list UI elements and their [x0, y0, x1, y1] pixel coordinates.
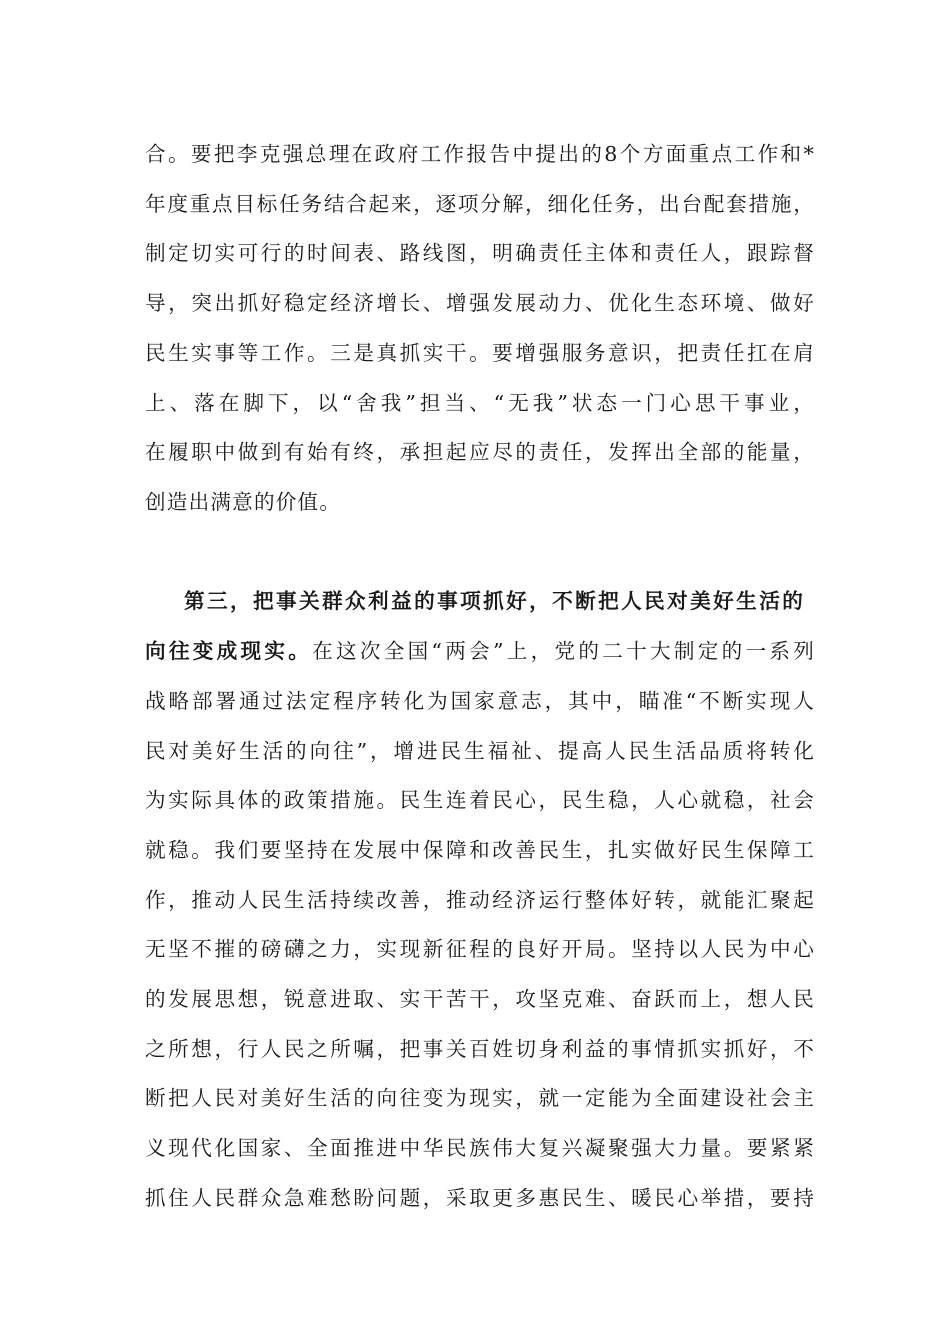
text-line: 义现代化国家、全面推进中华民族伟大复兴凝聚强大力量。要紧紧	[145, 1136, 815, 1160]
text-line: 上、落在脚下，以“舍我”担当、“无我”状态一门心思干事业，	[145, 391, 815, 415]
text-line: 民生实事等工作。三是真抓实干。要增强服务意识，把责任扛在肩	[145, 341, 815, 365]
text-line-mixed	[145, 638, 815, 664]
text-segment: 在这次全国“两会”上，党的二十大制定的一系列	[312, 639, 815, 663]
section-heading-end: 向往变成现实。	[145, 639, 313, 663]
text-line: 的发展思想，锐意进取、实干苦干，攻坚克难、奋跃而上，想人民	[145, 987, 815, 1011]
text-line: 抓住人民群众急难愁盼问题，采取更多惠民生、暖民心举措，要持	[145, 1186, 815, 1210]
text-line: 导，突出抓好稳定经济增长、增强发展动力、优化生态环境、做好	[145, 291, 815, 315]
text-line-last: 创造出满意的价值。	[145, 490, 342, 514]
text-line: 之所想，行人民之所嘱，把事关百姓切身利益的事情抓实抓好，不	[145, 1037, 815, 1061]
text-line: 民对美好生活的向往”，增进民生福祉、提高人民生活品质将转化	[145, 739, 815, 763]
text-line: 为实际具体的政策措施。民生连着民心，民生稳，人心就稳，社会	[145, 788, 815, 812]
text-line: 无坚不摧的磅礴之力，实现新征程的良好开局。坚持以人民为中心	[145, 937, 815, 961]
text-line: 制定切实可行的时间表、路线图，明确责任主体和责任人，跟踪督	[145, 241, 815, 265]
text-line: 战略部署通过法定程序转化为国家意志，其中，瞄准“不断实现人	[145, 689, 815, 713]
text-line: 在履职中做到有始有终，承担起应尽的责任，发挥出全部的能量，	[145, 440, 815, 464]
text-line: 合。要把李克强总理在政府工作报告中提出的8个方面重点工作和*	[145, 142, 815, 166]
text-line: 就稳。我们要坚持在发展中保障和改善民生，扎实做好民生保障工	[145, 838, 815, 862]
text-line: 年度重点目标任务结合起来，逐项分解，细化任务，出台配套措施，	[145, 192, 815, 216]
text-line: 断把人民对美好生活的向往变为现实，就一定能为全面建设社会主	[145, 1086, 815, 1110]
section-heading-line: 第三，把事关群众利益的事项抓好，不断把人民对美好生活的	[184, 589, 804, 613]
text-line: 作，推动人民生活持续改善，推动经济运行整体好转，就能汇聚起	[145, 888, 815, 912]
